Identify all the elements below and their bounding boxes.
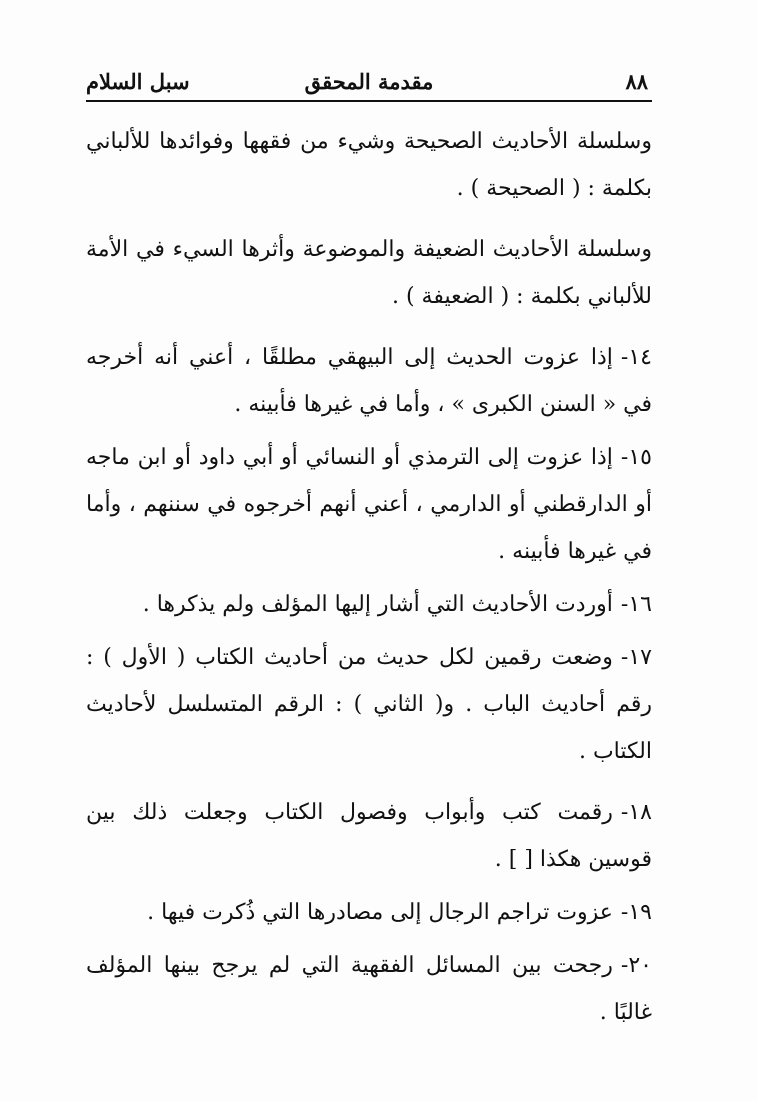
list-item-18 xyxy=(86,789,652,883)
list-item-17 xyxy=(86,634,652,775)
paragraph-daifa: وسلسلة الأحاديث الضعيفة والموضوعة وأثرها السيء في الأمة للألباني بكلمة : ( الضعيفة ) . xyxy=(86,237,652,309)
running-header xyxy=(86,64,652,100)
item-text: إذا عزوت إلى الترمذي أو النسائي أو أبي داود أو ابن ماجه أو الدارقطني أو الدارمي ، أعني أنهم أخرجوه في سننهم ، وأما في غيرها فأبينه . xyxy=(86,445,652,564)
item-number: ١٨- xyxy=(620,800,652,825)
item-number: ١٧- xyxy=(620,645,652,670)
item-number: ١٩- xyxy=(620,900,652,925)
list-item-16 xyxy=(86,581,652,628)
item-text: إذا عزوت الحديث إلى البيهقي مطلقًا ، أعني أنه أخرجه في « السنن الكبرى » ، وأما في غيرها فأبينه . xyxy=(86,345,652,417)
header-rule xyxy=(86,100,652,102)
item-text: وضعت رقمين لكل حديث من أحاديث الكتاب ( الأول ) : رقم أحاديث الباب . و( الثاني ) : الرقم المتسلسل لأحاديث الكتاب . xyxy=(86,645,652,764)
page-number: ٨٨ xyxy=(625,69,648,94)
list-item-19 xyxy=(86,889,652,936)
list-item-20 xyxy=(86,942,652,1036)
book-title: سبل السلام xyxy=(86,69,190,94)
page-body xyxy=(86,118,652,1036)
list-item-14 xyxy=(86,334,652,428)
item-text: أوردت الأحاديث التي أشار إليها المؤلف ولم يذكرها . xyxy=(142,592,613,617)
item-number: ٢٠- xyxy=(620,953,652,978)
item-text: رجحت بين المسائل الفقهية التي لم يرجح بينها المؤلف غالبًا . xyxy=(86,953,652,1025)
item-number: ١٥- xyxy=(620,445,652,470)
item-number: ١٦- xyxy=(620,592,652,617)
list-item-15 xyxy=(86,434,652,575)
section-title: مقدمة المحقق xyxy=(304,69,434,94)
item-number: ١٤- xyxy=(620,345,652,370)
item-text: عزوت تراجم الرجال إلى مصادرها التي ذُكرت فيها . xyxy=(147,900,613,925)
item-text: رقمت كتب وأبواب وفصول الكتاب وجعلت ذلك بين قوسين هكذا [ ] . xyxy=(86,800,652,872)
paragraph-sahiha: وسلسلة الأحاديث الصحيحة وشيء من فقهها وفوائدها للألباني بكلمة : ( الصحيحة ) . xyxy=(86,129,652,201)
